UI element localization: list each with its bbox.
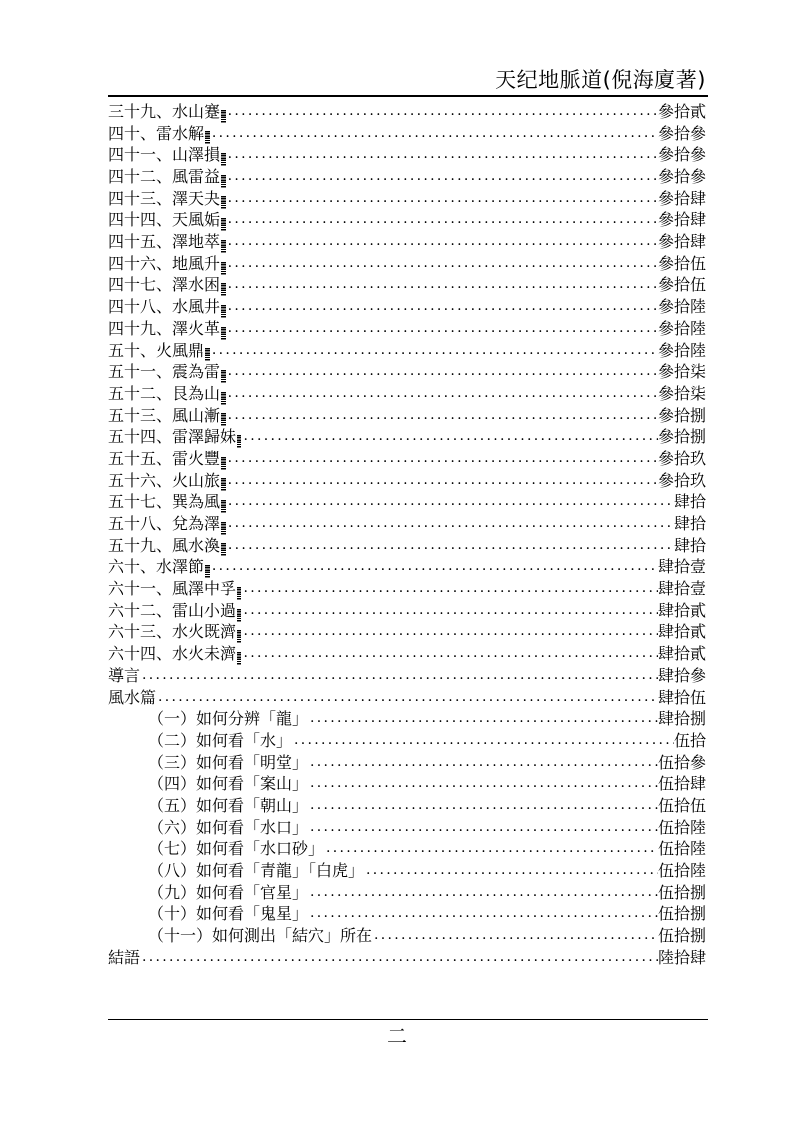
table-of-contents [108,101,706,969]
toc-entry-page: 伍拾捌 [657,882,706,902]
toc-entry-title: 六十、水澤節 [108,557,205,577]
toc-entry [108,253,706,275]
dot-leader [210,556,658,578]
toc-entry-page: 參拾玖 [657,470,706,490]
toc-entry [108,361,706,383]
toc-entry-page: 肆拾壹 [657,557,706,577]
toc-entry-page: 參拾伍 [657,253,706,273]
toc-entry-title: 五十七、巽為風 [108,492,221,512]
toc-entry [108,275,706,297]
toc-entry-title: 五十四、雷澤歸妹 [108,427,237,447]
dot-leader [226,144,658,166]
toc-entry [108,578,706,600]
toc-entry [108,643,706,665]
dot-leader [324,838,658,860]
toc-entry-page: 參拾參 [657,145,706,165]
toc-entry-title: 四十二、風雷益 [108,167,221,187]
toc-entry-page: 伍拾陸 [657,817,706,837]
dot-leader [226,231,658,253]
toc-entry [108,838,706,860]
toc-entry [108,708,706,730]
toc-entry-page: 肆拾貳 [657,600,706,620]
toc-entry-page: 參拾參 [657,167,706,187]
dot-leader [226,209,658,231]
toc-entry [108,144,706,166]
dot-leader [140,947,658,969]
toc-entry [108,882,706,904]
dot-leader [241,578,658,600]
toc-entry [108,426,706,448]
toc-entry-title: 四十五、澤地萃 [108,232,221,252]
toc-entry [108,773,706,795]
toc-entry-title: 四十一、山澤損 [108,145,221,165]
dot-leader [226,188,658,210]
toc-entry [108,166,706,188]
toc-entry [108,340,706,362]
toc-entry-title: 六十二、雷山小過 [108,600,237,620]
toc-entry [108,687,706,709]
dot-leader [292,730,674,752]
toc-entry [108,296,706,318]
toc-entry [108,188,706,210]
dot-leader [372,925,658,947]
toc-entry [108,209,706,231]
toc-entry-title: 四十七、澤水困 [108,275,221,295]
toc-entry-page: 肆拾壹 [657,579,706,599]
toc-entry-title: 四十、雷水解 [108,123,205,143]
toc-entry-title: 五十八、兌為澤 [108,514,221,534]
toc-entry-title: 風水篇 [108,687,157,707]
toc-entry-page: 伍拾伍 [657,795,706,815]
toc-entry-title: 導言 [108,665,141,685]
dot-leader [308,795,658,817]
dot-leader [140,665,658,687]
dot-leader [308,903,658,925]
toc-entry [108,556,706,578]
dot-leader [226,470,658,492]
toc-entry-title: （十一）如何測出「結穴」所在 [148,926,373,946]
toc-entry-title: 五十一、震為雷 [108,362,221,382]
toc-entry [108,665,706,687]
dot-leader [226,448,658,470]
toc-entry [108,947,706,969]
toc-entry-title: 五十三、風山漸 [108,405,221,425]
toc-entry [108,491,706,513]
toc-entry [108,513,706,535]
toc-entry-title: （一）如何分辨「龍」 [148,709,309,729]
toc-entry-page: 參拾陸 [657,318,706,338]
toc-entry-page: 參拾陸 [657,297,706,317]
toc-entry [108,752,706,774]
toc-entry-page: 參拾肆 [657,210,706,230]
dot-leader [241,621,658,643]
toc-entry-page: 肆拾捌 [657,709,706,729]
dot-leader [226,274,658,296]
toc-entry-title: 五十九、風水渙 [108,535,221,555]
toc-entry-title: （四）如何看「案山」 [148,774,309,794]
dot-leader [308,882,658,904]
toc-entry [108,817,706,839]
toc-entry-page: 肆拾 [673,492,706,512]
dot-leader [364,860,658,882]
toc-entry-title: （三）如何看「明堂」 [148,752,309,772]
toc-entry-title: （八）如何看「青龍」「白虎」 [148,861,365,881]
toc-entry [108,535,706,557]
dot-leader [226,405,658,427]
toc-entry-page: 參拾捌 [657,405,706,425]
toc-entry-page: 伍拾捌 [657,926,706,946]
toc-entry-page: 伍拾 [673,730,706,750]
dot-leader [226,296,658,318]
toc-entry-page: 參拾伍 [657,275,706,295]
toc-entry-page: 陸拾肆 [657,947,706,967]
toc-entry [108,470,706,492]
toc-entry [108,405,706,427]
toc-entry-page: 參拾肆 [657,232,706,252]
toc-entry [108,860,706,882]
toc-entry [108,925,706,947]
toc-entry-page: 肆拾貳 [657,622,706,642]
dot-leader [226,318,658,340]
toc-entry [108,231,706,253]
toc-entry-title: 六十三、水火既濟 [108,622,237,642]
page-header-title: 天纪地脈道(倪海廈著) [495,68,706,92]
toc-entry-title: 六十四、水火未濟 [108,644,237,664]
dot-leader [226,361,658,383]
dot-leader [226,101,658,123]
toc-entry-title: （二）如何看「水」 [148,730,293,750]
dot-leader [210,340,658,362]
dot-leader [226,491,674,513]
toc-entry-title: 五十、火風鼎 [108,340,205,360]
toc-entry [108,318,706,340]
toc-entry-title: 五十二、艮為山 [108,383,221,403]
toc-entry-page: 肆拾參 [657,665,706,685]
dot-leader [226,253,658,275]
toc-entry-title: 三十九、水山蹇 [108,101,221,121]
toc-entry-page: 伍拾參 [657,752,706,772]
page-number: 二 [387,1024,407,1048]
dot-leader [308,752,658,774]
toc-entry-page: 伍拾肆 [657,774,706,794]
toc-entry-title: 五十五、雷火豐 [108,448,221,468]
toc-entry-page: 肆拾貳 [657,644,706,664]
toc-entry-title: 四十八、水風井 [108,297,221,317]
toc-entry-title: （七）如何看「水口砂」 [148,839,325,859]
toc-entry-page: 肆拾 [673,535,706,555]
toc-entry-page: 參拾參 [657,123,706,143]
toc-entry-page: 參拾肆 [657,188,706,208]
toc-entry [108,795,706,817]
dot-leader [241,426,658,448]
header-rule [108,95,708,97]
dot-leader [308,708,658,730]
toc-entry-title: （十）如何看「鬼星」 [148,904,309,924]
toc-entry-title: （五）如何看「朝山」 [148,795,309,815]
dot-leader [226,383,658,405]
toc-entry-title: （九）如何看「官星」 [148,882,309,902]
toc-entry-page: 肆拾 [673,514,706,534]
toc-entry-title: 結語 [108,947,141,967]
toc-entry-page: 伍拾陸 [657,839,706,859]
toc-entry-title: 四十九、澤火革 [108,318,221,338]
toc-entry [108,101,706,123]
toc-entry [108,622,706,644]
toc-entry-title: 四十三、澤天夬 [108,188,221,208]
toc-entry-title: 六十一、風澤中孚 [108,579,237,599]
toc-entry-title: （六）如何看「水口」 [148,817,309,837]
toc-entry-page: 參拾玖 [657,448,706,468]
dot-leader [308,773,658,795]
toc-entry [108,903,706,925]
toc-entry-title: 四十六、地風升 [108,253,221,273]
dot-leader [210,123,658,145]
toc-entry [108,600,706,622]
dot-leader [308,817,658,839]
dot-leader [156,687,658,709]
toc-entry-title: 五十六、火山旅 [108,470,221,490]
toc-entry-page: 肆拾伍 [657,687,706,707]
toc-entry [108,448,706,470]
toc-entry-page: 參拾貳 [657,101,706,121]
dot-leader [241,643,658,665]
toc-entry-page: 參拾捌 [657,427,706,447]
toc-entry [108,123,706,145]
dot-leader [226,535,674,557]
dot-leader [241,600,658,622]
dot-leader [226,166,658,188]
toc-entry-page: 伍拾陸 [657,861,706,881]
dot-leader [226,513,674,535]
toc-entry-page: 參拾柒 [657,362,706,382]
toc-entry [108,730,706,752]
toc-entry [108,383,706,405]
toc-entry-page: 參拾陸 [657,340,706,360]
toc-entry-page: 伍拾捌 [657,904,706,924]
toc-entry-title: 四十四、天風姤 [108,210,221,230]
toc-entry-page: 參拾柒 [657,383,706,403]
